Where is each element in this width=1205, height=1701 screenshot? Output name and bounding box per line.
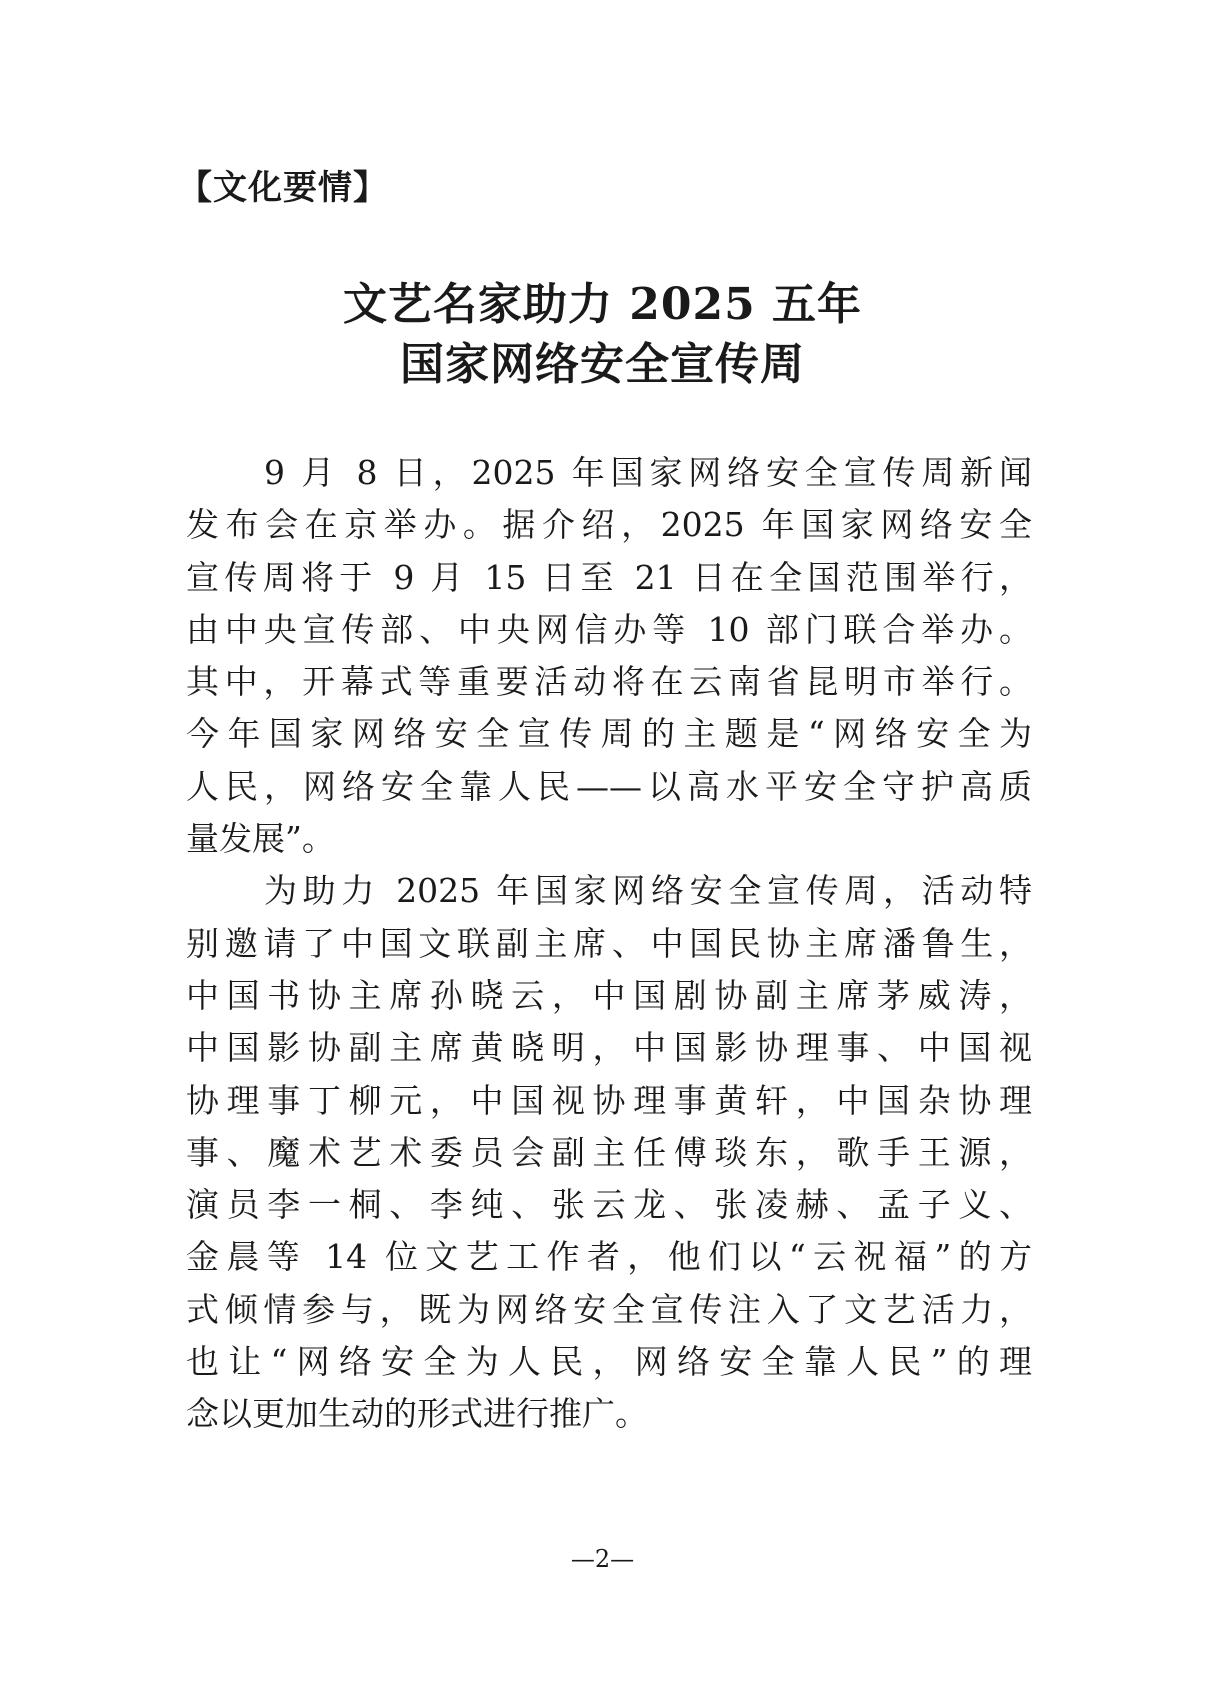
- paragraph-1-line: 宣传周将于 9 月 15 日至 21 日在全国范围举行，: [186, 557, 1032, 597]
- paragraph-1-line: 由中央宣传部、中央网信办等 10 部门联合举办。: [186, 609, 1032, 649]
- paragraph-1-line: 其中，开幕式等重要活动将在云南省昆明市举行。: [186, 662, 1032, 702]
- paragraph-1-line: 人民，网络安全靠人民——以高水平安全守护高质: [186, 766, 1032, 806]
- paragraph-2-line: 念以更加生动的形式进行推广。: [186, 1394, 648, 1434]
- section-tag: 【文化要情】: [178, 168, 388, 208]
- page-number: —2—: [570, 1545, 635, 1573]
- paragraph-1-line: 量发展”。: [186, 819, 335, 859]
- paragraph-1-line: 9 月 8 日，2025 年国家网络安全宣传周新闻: [264, 453, 1032, 492]
- paragraph-2-line: 协理事丁柳元，中国视协理事黄轩，中国杂协理: [186, 1080, 1032, 1120]
- paragraph-2-line: 中国书协主席孙晓云，中国剧协副主席茅威涛，: [186, 975, 1032, 1015]
- paragraph-2-line: 别邀请了中国文联副主席、中国民协主席潘鲁生，: [186, 923, 1032, 963]
- paragraph-2-line: 金晨等 14 位文艺工作者，他们以“云祝福”的方: [186, 1237, 1032, 1277]
- paragraph-2-line: 演员李一桐、李纯、张云龙、张凌赫、孟子义、: [186, 1185, 1032, 1225]
- paragraph-2-line: 为助力 2025 年国家网络安全宣传周，活动特: [264, 871, 1032, 911]
- paragraph-2-line: 事、魔术艺术委员会副主任傅琰东，歌手王源，: [186, 1132, 1032, 1172]
- paragraph-1-line: 发布会在京举办。据介绍，2025 年国家网络安全: [186, 505, 1032, 545]
- paragraph-2-line: 中国影协副主席黄晓明，中国影协理事、中国视: [186, 1028, 1032, 1068]
- paragraph-2-line: 也让“网络安全为人民，网络安全靠人民”的理: [186, 1342, 1032, 1382]
- article-title-line-1: 文艺名家助力 2025 五年: [342, 279, 863, 330]
- paragraph-2-line: 式倾情参与，既为网络安全宣传注入了文艺活力，: [186, 1289, 1032, 1329]
- article-title-line-2: 国家网络安全宣传周: [400, 339, 805, 390]
- article-body: [186, 447, 1032, 1441]
- paragraph-1-line: 今年国家网络安全宣传周的主题是“网络安全为: [186, 714, 1032, 754]
